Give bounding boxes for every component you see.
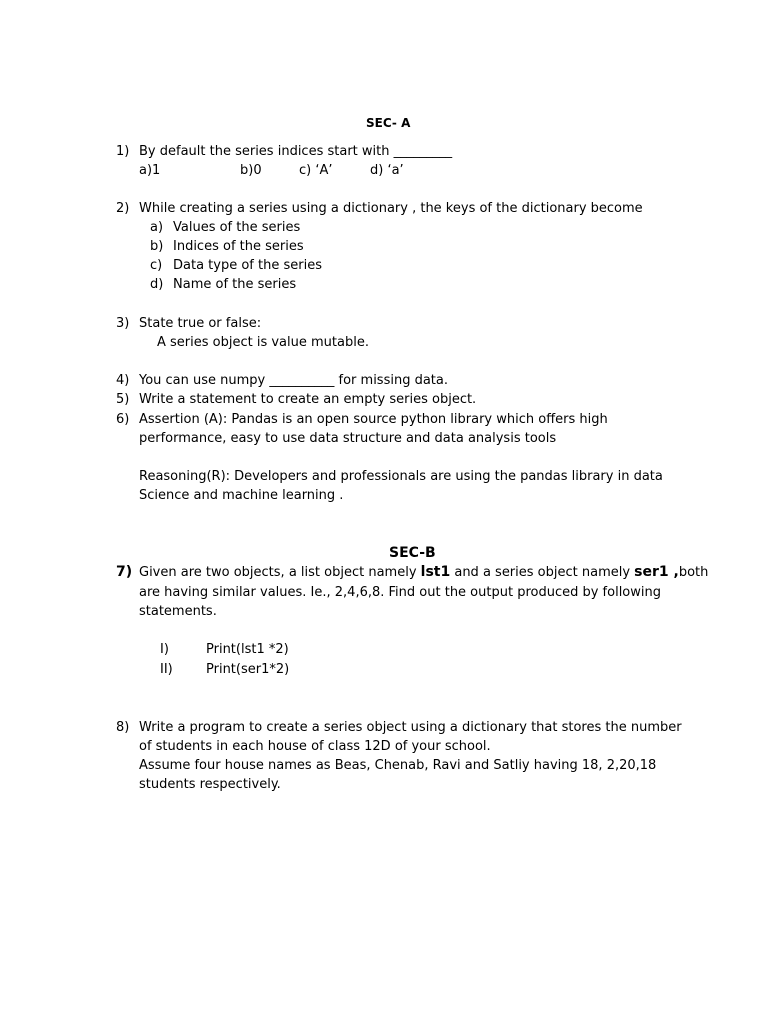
question-text-line-1: Write a program to create a series object using a dictionary that stores the number bbox=[139, 720, 682, 735]
section-a-heading: SEC- A bbox=[366, 116, 411, 130]
option-label: b) bbox=[150, 239, 164, 254]
option-a: a)1 bbox=[139, 163, 161, 178]
text-segment: and a series object namely bbox=[450, 565, 635, 580]
assertion-line-1: Assertion (A): Pandas is an open source python library which offers high bbox=[139, 412, 608, 427]
item-label: II) bbox=[160, 662, 173, 677]
question-text: You can use numpy __________ for missing data. bbox=[139, 373, 448, 388]
question-number: 4) bbox=[116, 373, 130, 388]
question-text: By default the series indices start with _________ bbox=[139, 144, 453, 159]
assertion-line-2: performance, easy to use data structure and data analysis tools bbox=[139, 431, 557, 446]
question-text-line-1 bbox=[139, 563, 708, 582]
question-text: Write a statement to create an empty series object. bbox=[139, 392, 477, 407]
item-text: Print(lst1 *2) bbox=[206, 642, 289, 657]
text-segment: both bbox=[678, 565, 709, 580]
list-object-name: lst1 bbox=[420, 564, 451, 580]
question-text-line-4: students respectively. bbox=[139, 777, 281, 792]
item-label: I) bbox=[160, 642, 169, 657]
question-text-line-3: Assume four house names as Beas, Chenab, Ravi and Satliy having 18, 2,20,18 bbox=[139, 758, 657, 773]
option-text: Name of the series bbox=[173, 277, 297, 292]
reasoning-line-2: Science and machine learning . bbox=[139, 488, 344, 503]
question-number: 7) bbox=[116, 564, 133, 580]
question-text: While creating a series using a dictionary , the keys of the dictionary become bbox=[139, 201, 643, 216]
question-text-line-3: statements. bbox=[139, 604, 217, 619]
text-segment: Given are two objects, a list object namely bbox=[139, 565, 421, 580]
option-label: a) bbox=[150, 220, 164, 235]
statement-text: A series object is value mutable. bbox=[157, 335, 369, 350]
option-label: c) bbox=[150, 258, 163, 273]
question-number: 2) bbox=[116, 201, 130, 216]
question-number: 6) bbox=[116, 412, 130, 427]
option-b: b)0 bbox=[240, 163, 262, 178]
question-number: 5) bbox=[116, 392, 130, 407]
option-text: Indices of the series bbox=[173, 239, 304, 254]
question-text: State true or false: bbox=[139, 316, 262, 331]
option-label: d) bbox=[150, 277, 164, 292]
option-c: c) ‘A’ bbox=[299, 163, 333, 178]
item-text: Print(ser1*2) bbox=[206, 662, 290, 677]
section-b-heading: SEC-B bbox=[389, 545, 436, 561]
question-number: 8) bbox=[116, 720, 130, 735]
option-text: Data type of the series bbox=[173, 258, 322, 273]
question-number: 3) bbox=[116, 316, 130, 331]
reasoning-line-1: Reasoning(R): Developers and professionals are using the pandas library in data bbox=[139, 469, 663, 484]
question-text-line-2: are having similar values. Ie., 2,4,6,8. Find out the output produced by following bbox=[139, 585, 661, 600]
question-text-line-2: of students in each house of class 12D of your school. bbox=[139, 739, 491, 754]
question-number: 1) bbox=[116, 144, 130, 159]
series-object-name: ser1 , bbox=[634, 564, 679, 580]
option-text: Values of the series bbox=[173, 220, 301, 235]
option-d: d) ‘a’ bbox=[370, 163, 404, 178]
